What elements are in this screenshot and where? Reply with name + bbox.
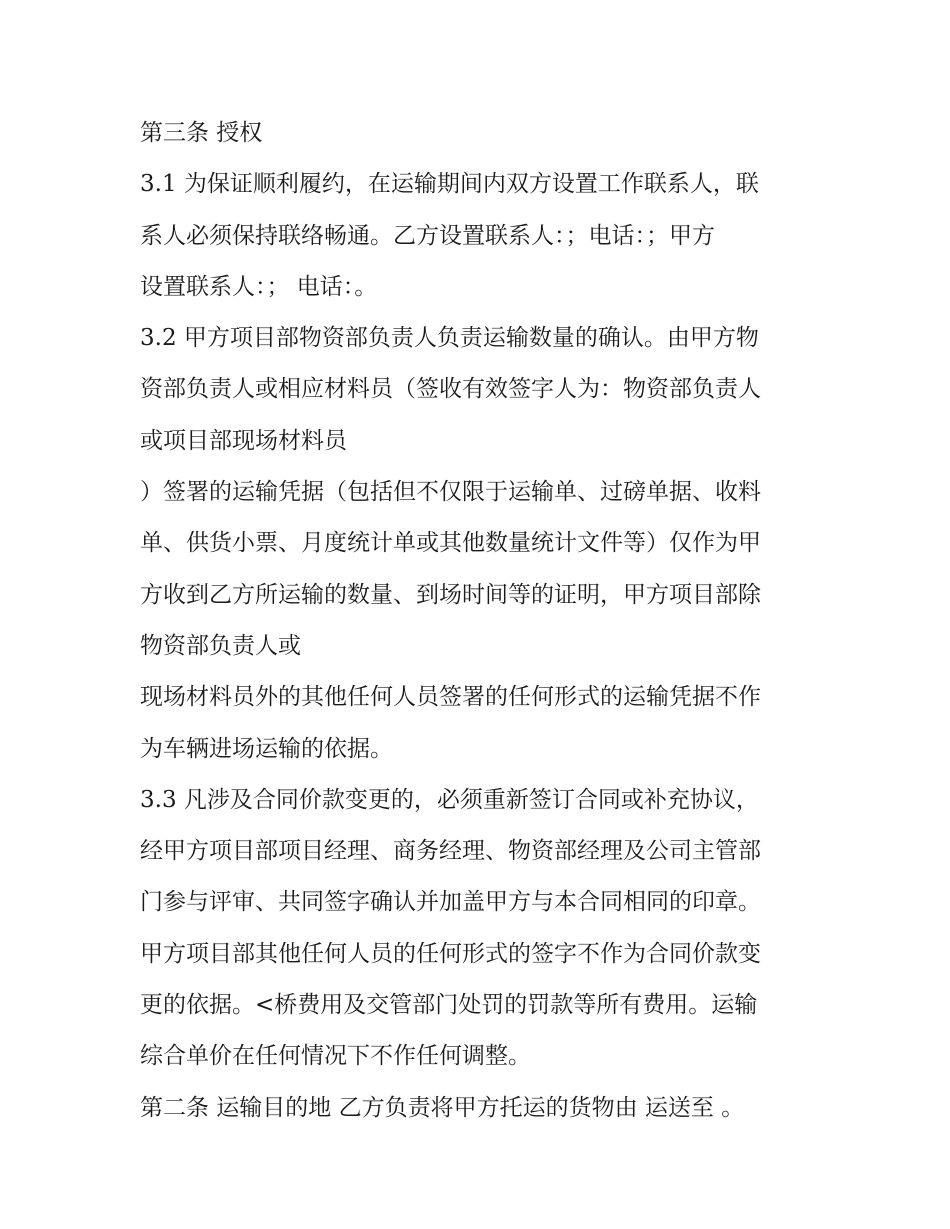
clause-3-1-line-1: 3.1 为保证顺利履约，在运输期间内双方设置工作联系人，联 (140, 171, 759, 198)
clause-3-2-line-3: 或项目部现场材料员 (140, 427, 347, 454)
clause-3-3-line-2: 经甲方项目部项目经理、商务经理、物资部经理及公司主管部 (140, 838, 761, 865)
section-heading-authorization: 第三条 授权 (140, 120, 263, 146)
clause-3-2-line-2: 资部负责人或相应材料员（签收有效签字人为：物资部负责人 (140, 376, 761, 403)
clause-3-2-line-4: ）签署的运输凭据（包括但不仅限于运输单、过磅单据、收料 (140, 479, 761, 506)
clause-3-1-line-2: 系人必须保持联络畅通。乙方设置联系人：；电话：；甲方 (140, 222, 715, 249)
clause-3-3-line-1: 3.3 凡涉及合同价款变更的，必须重新签订合同或补充协议， (140, 786, 759, 813)
clause-3-3-line-6: 综合单价在任何情况下不作任何调整。 (140, 1043, 531, 1070)
clause-3-2-line-9: 为车辆进场运输的依据。 (140, 735, 393, 762)
clause-3-3-line-3: 门参与评审、共同签字确认并加盖甲方与本合同相同的印章。 (140, 889, 761, 916)
clause-3-2-line-6: 方收到乙方所运输的数量、到场时间等的证明，甲方项目部除 (140, 581, 761, 608)
document-body (140, 108, 820, 1134)
clause-3-2-line-5: 单、供货小票、月度统计单或其他数量统计文件等）仅作为甲 (140, 530, 761, 557)
clause-3-2-line-7: 物资部负责人或 (140, 632, 301, 659)
clause-3-3-line-5: 更的依据。<桥费用及交管部门处罚的罚款等所有费用。运输 (140, 992, 758, 1019)
clause-3-3-line-4: 甲方项目部其他任何人员的任何形式的签字不作为合同价款变 (140, 940, 761, 967)
section-heading-destination: 第二条 运输目的地 乙方负责将甲方托运的货物由 运送至 。 (140, 1094, 745, 1121)
clause-3-1-line-3: 设置联系人：； 电话：。 (140, 273, 378, 300)
clause-3-2-line-1: 3.2 甲方项目部物资部负责人负责运输数量的确认。由甲方物 (140, 325, 759, 352)
clause-3-2-line-8: 现场材料员外的其他任何人员签署的任何形式的运输凭据不作 (140, 684, 761, 711)
